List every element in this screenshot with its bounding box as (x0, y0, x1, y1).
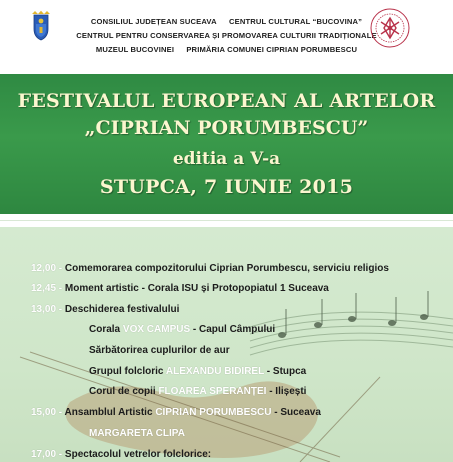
organizer-town-hall: PRIMĂRIA COMUNEI CIPRIAN PORUMBESCU (186, 45, 358, 54)
program-description: Moment artistic - Corala ISU și Protopopiatul 1 Suceava (64, 283, 329, 294)
organizer-museum: MUZEUL BUCOVINEI (95, 45, 175, 54)
festival-place-date: STUPCA, 7 IUNIE 2015 (99, 176, 354, 198)
program-time: 12,45 (31, 283, 57, 294)
program-time: 17,00 (31, 449, 57, 460)
program-description: Comemorarea compozitorului Ciprian Porumbescu, serviciu religios (64, 263, 389, 274)
festival-patron-name: „CIPRIAN PORUMBESCU” (84, 117, 369, 139)
performer-name: CIPRIAN PORUMBESCU (155, 407, 272, 418)
performer-name: MARGARETA CLIPA (89, 428, 185, 439)
performer-name: VOX CAMPUS (122, 324, 191, 335)
program-subitem: Corala VOX CAMPUS - Capul Câmpului (89, 324, 276, 335)
traditional-culture-center-emblem-icon (368, 6, 412, 50)
program-subitem (89, 428, 185, 439)
program-time: 12,00 (31, 263, 57, 274)
program-item: 12,00 - Comemorarea compozitorului Ciprian Porumbescu, serviciu religios (31, 263, 389, 274)
section-divider (0, 214, 453, 227)
organizer-cultural-center: CENTRUL CULTURAL “BUCOVINA” (228, 17, 363, 26)
program-subitem: Sărbătorirea cuplurilor de aur (89, 345, 230, 356)
program-item: 17,00 - Spectacolul vetrelor folclorice: (31, 449, 212, 460)
program-time: 15,00 (31, 407, 57, 418)
program-time: 13,00 (31, 304, 57, 315)
festival-program (0, 227, 453, 462)
program-subitem: Corul de copii FLOAREA SPERANȚEI - Ilișești (89, 386, 307, 397)
festival-title-band (0, 74, 453, 214)
program-subitem: Grupul folcloric ALEXANDU BIDIREL - Stupca (89, 366, 307, 377)
performer-name: ALEXANDU BIDIREL (165, 366, 265, 377)
organizer-conservation-center: CENTRUL PENTRU CONSERVAREA ȘI PROMOVAREA CULTURII TRADIȚIONALE (76, 31, 377, 40)
program-description: Deschiderea festivalului (64, 304, 180, 315)
festival-name: FESTIVALUL EUROPEAN AL ARTELOR (17, 90, 436, 112)
program-item: 15,00 - Ansamblul Artistic CIPRIAN PORUMBESCU - Suceava (31, 407, 321, 418)
performer-name: FLOAREA SPERANȚEI (158, 386, 267, 397)
festival-edition: editia a V-a (172, 149, 281, 169)
organizer-county-council: CONSILIUL JUDEȚEAN SUCEAVA (90, 17, 217, 26)
program-description: Spectacolul vetrelor folclorice: (64, 449, 212, 460)
poster-header (0, 0, 453, 74)
program-item: 12,45 - Moment artistic - Corala ISU și Protopopiatul 1 Suceava (31, 283, 329, 294)
program-item: 13,00 - Deschiderea festivalului (31, 304, 180, 315)
